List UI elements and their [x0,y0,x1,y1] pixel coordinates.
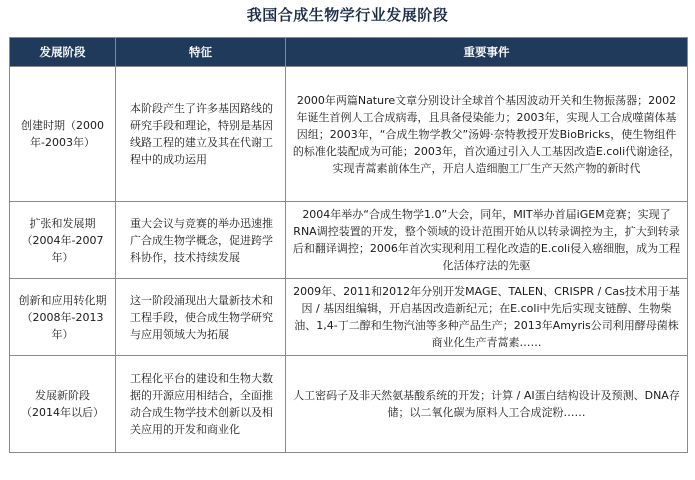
stage-cell: 创建时期（2000年-2003年） [10,67,116,202]
header-feature: 特征 [116,38,286,67]
stage-cell: 扩张和发展期（2004年-2007年） [10,202,116,279]
feature-cell: 这一阶段涌现出大量新技术和工程手段，使合成生物学研究与应用领域大为拓展 [116,279,286,356]
events-cell: 人工密码子及非天然氨基酸系统的开发；计算 / AI蛋白结构设计及预测、DNA存储；以二氧化碳为原料人工合成淀粉…… [286,356,688,453]
header-events: 重要事件 [286,38,688,67]
table-row [10,279,688,356]
events-cell: 2000年两篇Nature文章分别设计全球首个基因波动开关和生物振荡器；2002年诞生首例人工合成病毒，且具备侵染能力；2003年，实现人工合成噬菌体基因组；2003年，“合成生物学教父”汤姆·奈特教授开发BioBricks，使生物组件的标准化装配成为可能；2003年，首次通过引入人工基因改造E.coli代谢途径，实现青蒿素前体生产，开启人造细胞工厂生产天然产物的新时代 [286,67,688,202]
table-header-row [10,38,688,67]
development-stages-table [9,37,688,453]
events-cell: 2004年举办“合成生物学1.0”大会，同年，MIT举办首届iGEM竞赛；实现了RNA调控装置的开发，整个领域的设计范围开始从以转录调控为主，扩大到转录后和翻译调控；2006年首次实现利用工程化改造的E.coli侵入癌细胞，成为工程化活体疗法的先驱 [286,202,688,279]
feature-cell: 本阶段产生了许多基因路线的研究手段和理论，特别是基因线路工程的建立及其在代谢工程中的成功运用 [116,67,286,202]
header-stage: 发展阶段 [10,38,116,67]
table-row [10,67,688,202]
feature-cell: 工程化平台的建设和生物大数据的开源应用相结合，全面推动合成生物学技术创新以及相关应用的开发和商业化 [116,356,286,453]
feature-cell: 重大会议与竞赛的举办迅速推广合成生物学概念，促进跨学科协作，技术持续发展 [116,202,286,279]
page-title: 我国合成生物学行业发展阶段 [246,6,449,24]
table-row [10,356,688,453]
stage-cell: 创新和应用转化期（2008年-2013年） [10,279,116,356]
events-cell: 2009年、2011和2012年分别开发MAGE、TALEN、CRISPR / Cas技术用于基因 / 基因组编辑，开启基因改造新纪元；在E.coli中先后实现支链醇、生物柴油、1,4-丁二醇和生物汽油等多种产品生产；2013年Amyris公司利用酵母菌株商业化生产青蒿素…… [286,279,688,356]
stage-cell: 发展新阶段（2014年以后） [10,356,116,453]
table-row [10,202,688,279]
